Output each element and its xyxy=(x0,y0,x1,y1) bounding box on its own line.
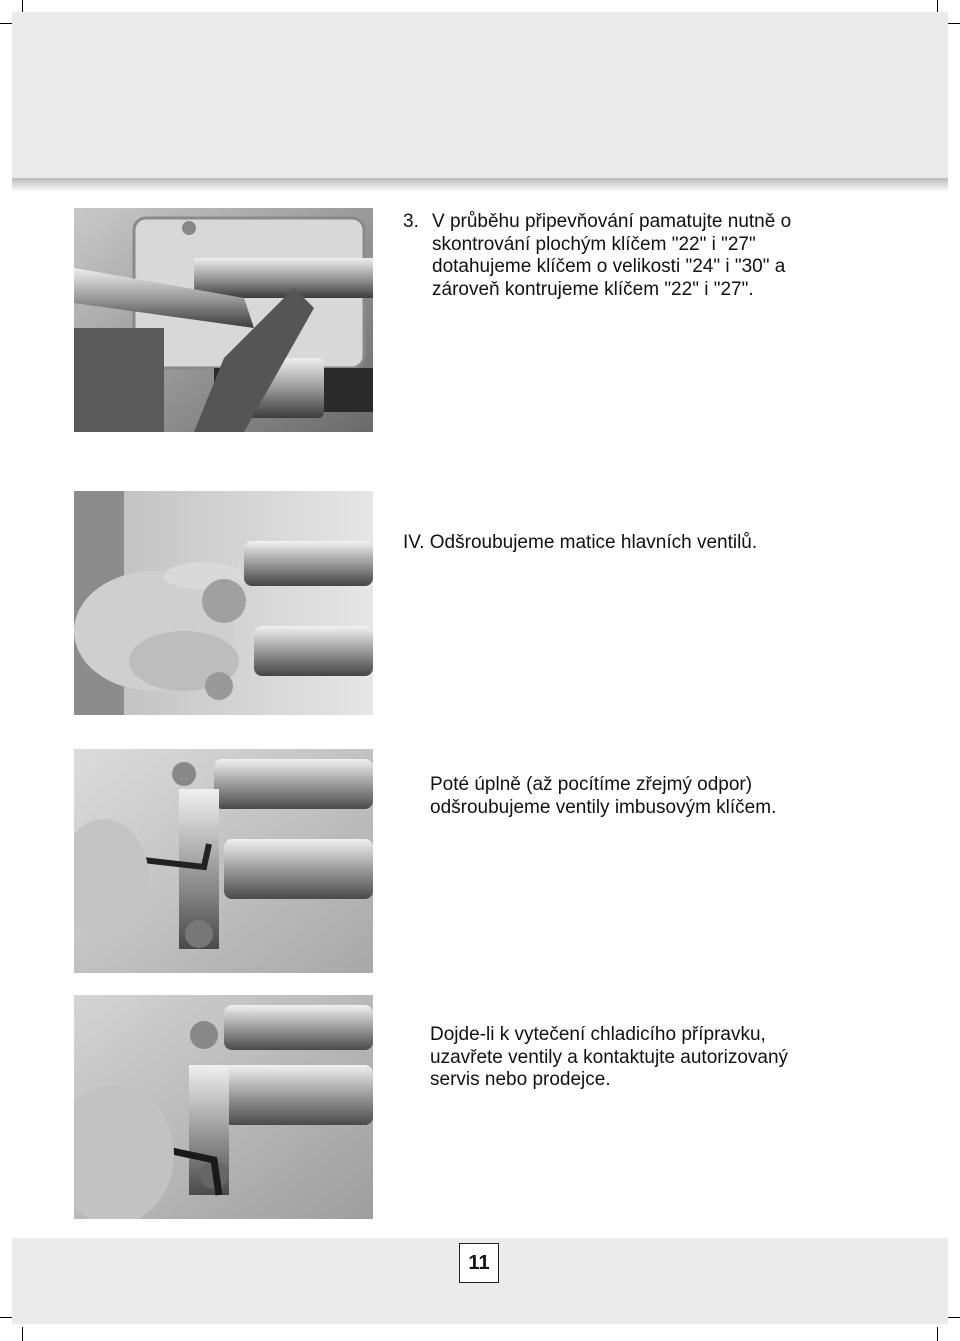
crop-mark xyxy=(946,23,960,24)
photo-wrenches-on-valve xyxy=(74,208,373,432)
photo-hex-key-closing xyxy=(74,995,373,1219)
crop-mark xyxy=(937,1327,938,1341)
step-3-text: 3. V průběhu připevňování pamatujte nutně o skontrování plochým klíčem "22" i "27" dotahujeme klíčem o velikosti "24" i "30" a zároveň kontrujeme klíčem "22" i "27". xyxy=(403,211,792,300)
page-number: 11 xyxy=(459,1243,499,1283)
step-open-valves-text: Poté úplně (až pocítíme zřejmý odpor) odšroubujeme ventily imbusovým klíčem. xyxy=(430,774,777,818)
step-leak-text: Dojde-li k vytečení chladicího přípravku, uzavřete ventily a kontaktujte autorizovaný servis nebo prodejce. xyxy=(430,1024,789,1090)
step-number: 3. xyxy=(403,211,419,232)
header-band xyxy=(12,12,948,180)
step-iv-text: IV. Odšroubujeme matice hlavních ventilů. xyxy=(403,532,758,553)
photo-hex-key-opening xyxy=(74,749,373,973)
crop-mark xyxy=(22,1327,23,1341)
crop-mark xyxy=(946,1317,960,1318)
header-shadow xyxy=(12,178,948,192)
photo-hand-unscrewing-caps xyxy=(74,491,373,715)
